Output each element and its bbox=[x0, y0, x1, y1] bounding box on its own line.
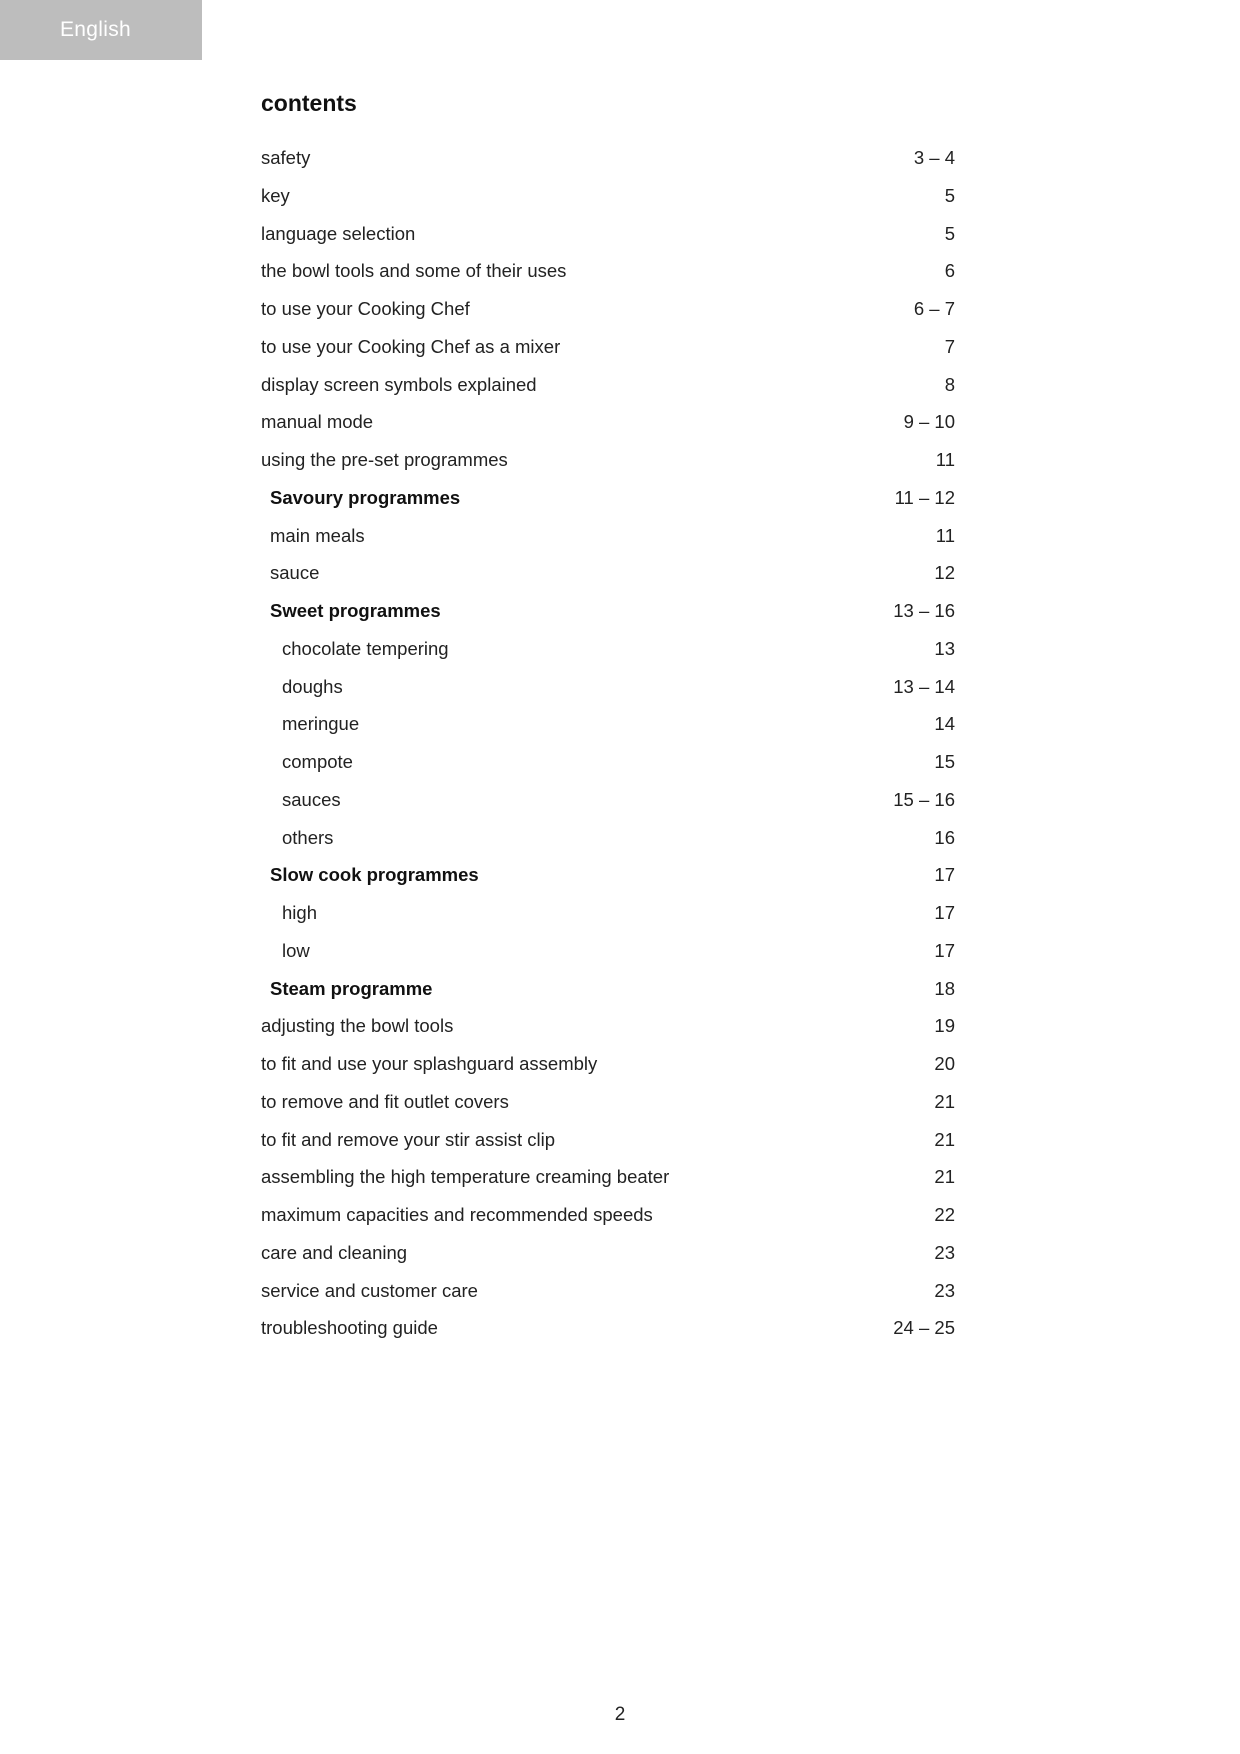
toc-entry bbox=[261, 1007, 955, 1045]
toc-entry bbox=[261, 743, 955, 781]
language-tab: English bbox=[0, 0, 202, 60]
toc-entry bbox=[261, 252, 955, 290]
toc-entry-label: sauce bbox=[270, 562, 320, 584]
toc-entry-label: chocolate tempering bbox=[282, 637, 449, 659]
toc-entry bbox=[261, 139, 955, 177]
toc-entry-pages: 12 bbox=[934, 562, 955, 584]
toc-entry-pages: 15 – 16 bbox=[893, 788, 955, 810]
toc-entry bbox=[261, 894, 955, 932]
toc-entry-label: service and customer care bbox=[261, 1279, 478, 1301]
toc-entry-pages: 6 bbox=[944, 260, 955, 282]
toc-entry-label: assembling the high temperature creaming beater bbox=[261, 1166, 670, 1188]
toc-entry-pages: 20 bbox=[934, 1053, 955, 1074]
toc-entry-label: to remove and fit outlet covers bbox=[261, 1090, 509, 1112]
toc-entry-pages: 5 bbox=[944, 184, 955, 206]
toc-entry-pages: 17 bbox=[934, 864, 955, 886]
toc-entry bbox=[261, 479, 955, 517]
toc-entry-label: Slow cook programmes bbox=[270, 864, 479, 886]
toc-entry-pages: 6 – 7 bbox=[913, 298, 955, 319]
toc-entry-pages: 21 bbox=[934, 1128, 955, 1150]
toc-entry-pages: 11 – 12 bbox=[894, 486, 955, 508]
table-of-contents bbox=[261, 139, 955, 1347]
toc-entry bbox=[261, 705, 955, 743]
toc-entry-pages: 11 bbox=[935, 449, 955, 470]
toc-entry-label: Savoury programmes bbox=[270, 486, 461, 508]
toc-entry-label: troubleshooting guide bbox=[261, 1317, 438, 1339]
page-number: 2 bbox=[614, 1704, 626, 1725]
toc-entry-pages: 13 bbox=[934, 637, 955, 659]
toc-entry-pages: 16 bbox=[934, 826, 955, 848]
toc-entry bbox=[261, 554, 955, 592]
toc-entry bbox=[261, 668, 955, 706]
toc-entry-label: high bbox=[282, 902, 317, 923]
toc-entry-label: sauces bbox=[282, 788, 341, 810]
toc-entry-label: language selection bbox=[261, 222, 416, 244]
toc-entry-pages: 24 – 25 bbox=[893, 1317, 955, 1339]
toc-entry-label: manual mode bbox=[261, 411, 374, 433]
toc-entry-label: the bowl tools and some of their uses bbox=[261, 260, 567, 282]
toc-entry bbox=[261, 1272, 955, 1310]
toc-entry-label: key bbox=[261, 184, 290, 206]
toc-entry-label: safety bbox=[261, 147, 311, 168]
toc-entry-pages: 17 bbox=[934, 939, 955, 961]
toc-entry-label: using the pre-set programmes bbox=[261, 449, 508, 470]
toc-entry bbox=[261, 215, 955, 253]
toc-entry-pages: 23 bbox=[934, 1279, 955, 1301]
toc-entry-pages: 5 bbox=[944, 222, 955, 244]
toc-entry-label: meringue bbox=[282, 713, 360, 735]
toc-entry-pages: 7 bbox=[944, 335, 955, 357]
toc-entry bbox=[261, 1309, 955, 1347]
toc-entry-label: maximum capacities and recommended speeds bbox=[261, 1204, 653, 1225]
toc-entry bbox=[261, 403, 955, 441]
toc-entry-label: to fit and use your splashguard assembly bbox=[261, 1053, 598, 1074]
toc-entry-pages: 15 bbox=[934, 751, 955, 772]
toc-entry-pages: 19 bbox=[934, 1015, 955, 1037]
toc-entry bbox=[261, 970, 955, 1008]
toc-entry-label: compote bbox=[282, 751, 353, 772]
toc-entry-pages: 18 bbox=[934, 977, 955, 999]
toc-entry-pages: 13 – 14 bbox=[893, 675, 955, 697]
toc-entry bbox=[261, 1196, 955, 1234]
toc-entry-label: Sweet programmes bbox=[270, 600, 441, 621]
toc-entry bbox=[261, 366, 955, 404]
toc-entry bbox=[261, 1083, 955, 1121]
toc-entry bbox=[261, 932, 955, 970]
toc-entry-label: to use your Cooking Chef as a mixer bbox=[261, 335, 561, 357]
contents-title: contents bbox=[261, 90, 357, 116]
toc-entry bbox=[261, 441, 955, 479]
toc-entry bbox=[261, 592, 955, 630]
toc-entry bbox=[261, 517, 955, 555]
toc-entry-label: to use your Cooking Chef bbox=[261, 298, 470, 319]
toc-entry-pages: 21 bbox=[934, 1166, 955, 1188]
toc-entry bbox=[261, 328, 955, 366]
toc-entry bbox=[261, 177, 955, 215]
toc-entry bbox=[261, 1158, 955, 1196]
toc-entry bbox=[261, 630, 955, 668]
toc-entry-label: low bbox=[282, 939, 310, 961]
toc-entry bbox=[261, 1121, 955, 1159]
toc-entry-pages: 8 bbox=[944, 373, 955, 395]
toc-entry bbox=[261, 781, 955, 819]
toc-entry bbox=[261, 819, 955, 857]
toc-entry bbox=[261, 1045, 955, 1083]
toc-entry-label: doughs bbox=[282, 675, 343, 697]
toc-entry bbox=[261, 856, 955, 894]
toc-entry-label: main meals bbox=[270, 524, 365, 546]
toc-entry-label: display screen symbols explained bbox=[261, 373, 537, 395]
toc-entry-label: to fit and remove your stir assist clip bbox=[261, 1128, 556, 1150]
toc-entry bbox=[261, 290, 955, 328]
toc-entry-label: Steam programme bbox=[270, 977, 433, 999]
toc-entry bbox=[261, 1234, 955, 1272]
toc-entry-pages: 21 bbox=[934, 1090, 955, 1112]
toc-entry-pages: 17 bbox=[934, 902, 955, 923]
toc-entry-pages: 23 bbox=[934, 1241, 955, 1263]
toc-entry-pages: 3 – 4 bbox=[913, 147, 955, 168]
toc-entry-label: others bbox=[282, 826, 334, 848]
toc-entry-pages: 11 bbox=[935, 524, 955, 546]
toc-entry-label: care and cleaning bbox=[261, 1241, 408, 1263]
toc-entry-label: adjusting the bowl tools bbox=[261, 1015, 454, 1037]
toc-entry-pages: 22 bbox=[934, 1204, 955, 1225]
toc-entry-pages: 9 – 10 bbox=[903, 411, 955, 433]
toc-entry-pages: 14 bbox=[934, 713, 955, 735]
toc-entry-pages: 13 – 16 bbox=[893, 600, 955, 621]
